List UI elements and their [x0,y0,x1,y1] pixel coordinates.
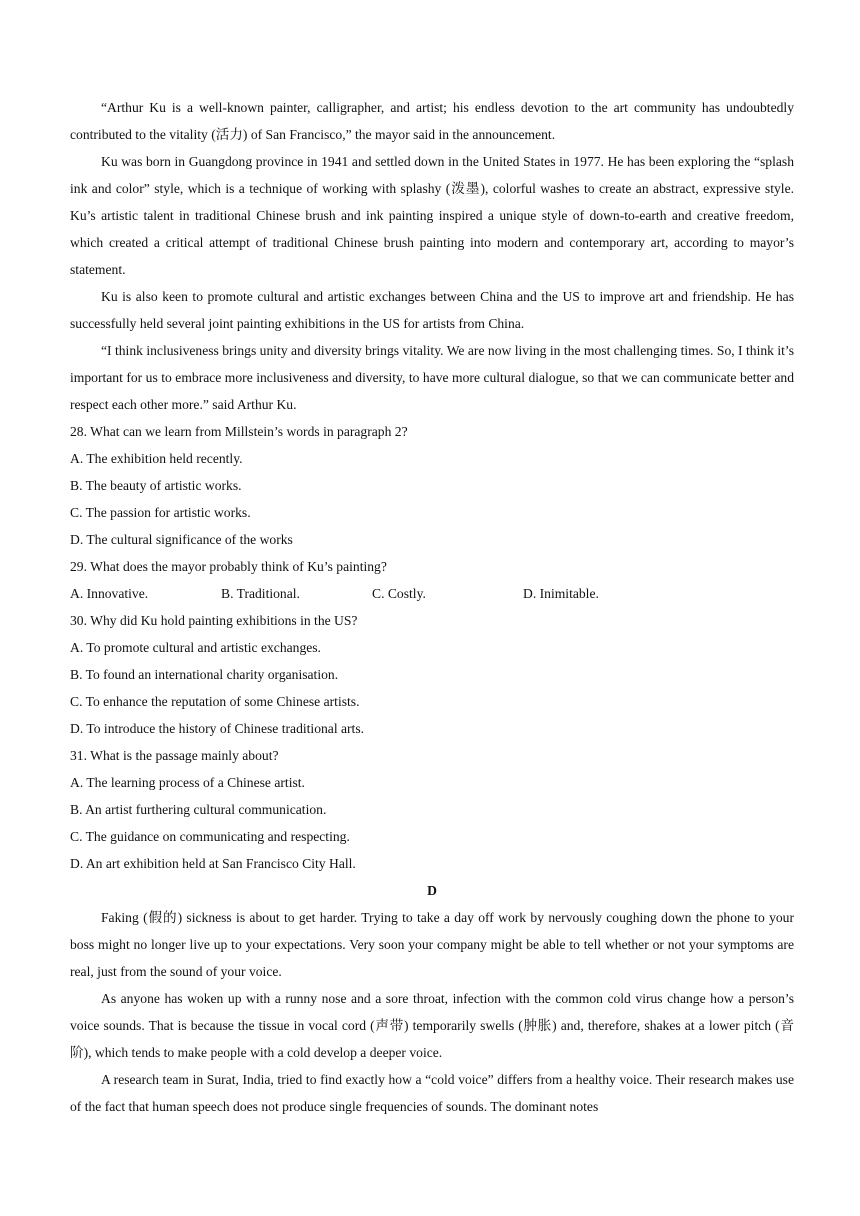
options-row [70,580,794,607]
option-d: D. An art exhibition held at San Francisco City Hall. [70,856,356,871]
option-c: C. The passion for artistic works. [70,505,251,520]
passage-paragraph: “Arthur Ku is a well-known painter, calligrapher, and artist; his endless devotion to the art community has undoubtedly contributed to the vitality (活力) of San Francisco,” the mayor said in the announcement. [70,100,794,142]
option-c: C. The guidance on communicating and respecting. [70,829,350,844]
question-30 [70,607,794,742]
document-page [70,94,794,1120]
question-stem: 29. What does the mayor probably think of Ku’s painting? [70,559,387,574]
passage-paragraph: A research team in Surat, India, tried to find exactly how a “cold voice” differs from a healthy voice. Their research makes use of the fact that human speech does not produce single frequencies of sounds. The dominant notes [70,1072,794,1114]
question-31 [70,742,794,877]
passage-paragraph: As anyone has woken up with a runny nose and a sore throat, infection with the common cold virus change how a person’s voice sounds. That is because the tissue in vocal cord (声带) temporarily swells (肿胀) and, therefore, shakes at a lower pitch (音阶), which tends to make people with a cold develop a deeper voice. [70,991,794,1060]
question-29 [70,553,794,607]
passage-paragraph: Ku is also keen to promote cultural and artistic exchanges between China and the US to improve art and friendship. He has successfully held several joint painting exhibitions in the US for artists from China. [70,289,794,331]
option-d: D. To introduce the history of Chinese traditional arts. [70,721,365,736]
passage-paragraph: Ku was born in Guangdong province in 1941 and settled down in the United States in 1977. He has been exploring the “splash ink and color” style, which is a technique of working with splashy (泼墨), colorful washes to create an abstract, expressive style. Ku’s artistic talent in traditional Chinese brush and ink painting inspired a unique style of down-to-earth and creative freedom, which created a critical attempt of traditional Chinese brush painting into modern and contemporary art, according to mayor’s statement. [70,154,794,277]
option-d: D. The cultural significance of the works [70,532,293,547]
question-stem: 28. What can we learn from Millstein’s words in paragraph 2? [70,424,408,439]
passage-paragraph: “I think inclusiveness brings unity and diversity brings vitality. We are now living in the most challenging times. So, I think it’s important for us to embrace more inclusiveness and diversity, to have more cultural dialogue, so that we can communicate better and respect each other more.” said Arthur Ku. [70,343,794,412]
option-b: B. To found an international charity organisation. [70,667,339,682]
option-c: C. To enhance the reputation of some Chinese artists. [70,694,360,709]
question-28 [70,418,794,553]
question-stem: 31. What is the passage mainly about? [70,748,279,763]
option-c: C. Costly. [372,586,426,601]
option-b: B. The beauty of artistic works. [70,478,242,493]
option-a: A. To promote cultural and artistic exchanges. [70,640,321,655]
option-a: A. The learning process of a Chinese artist. [70,775,305,790]
option-b: B. Traditional. [221,586,300,601]
passage-paragraph: Faking (假的) sickness is about to get harder. Trying to take a day off work by nervously coughing down the phone to your boss might no longer live up to your expectations. Very soon your company might be able to tell whether or not your symptoms are real, just from the sound of your voice. [70,910,794,979]
option-a: A. Innovative. [70,586,149,601]
option-a: A. The exhibition held recently. [70,451,243,466]
section-heading: D [427,883,437,898]
option-b: B. An artist furthering cultural communication. [70,802,327,817]
option-d: D. Inimitable. [523,586,599,601]
question-stem: 30. Why did Ku hold painting exhibitions in the US? [70,613,358,628]
